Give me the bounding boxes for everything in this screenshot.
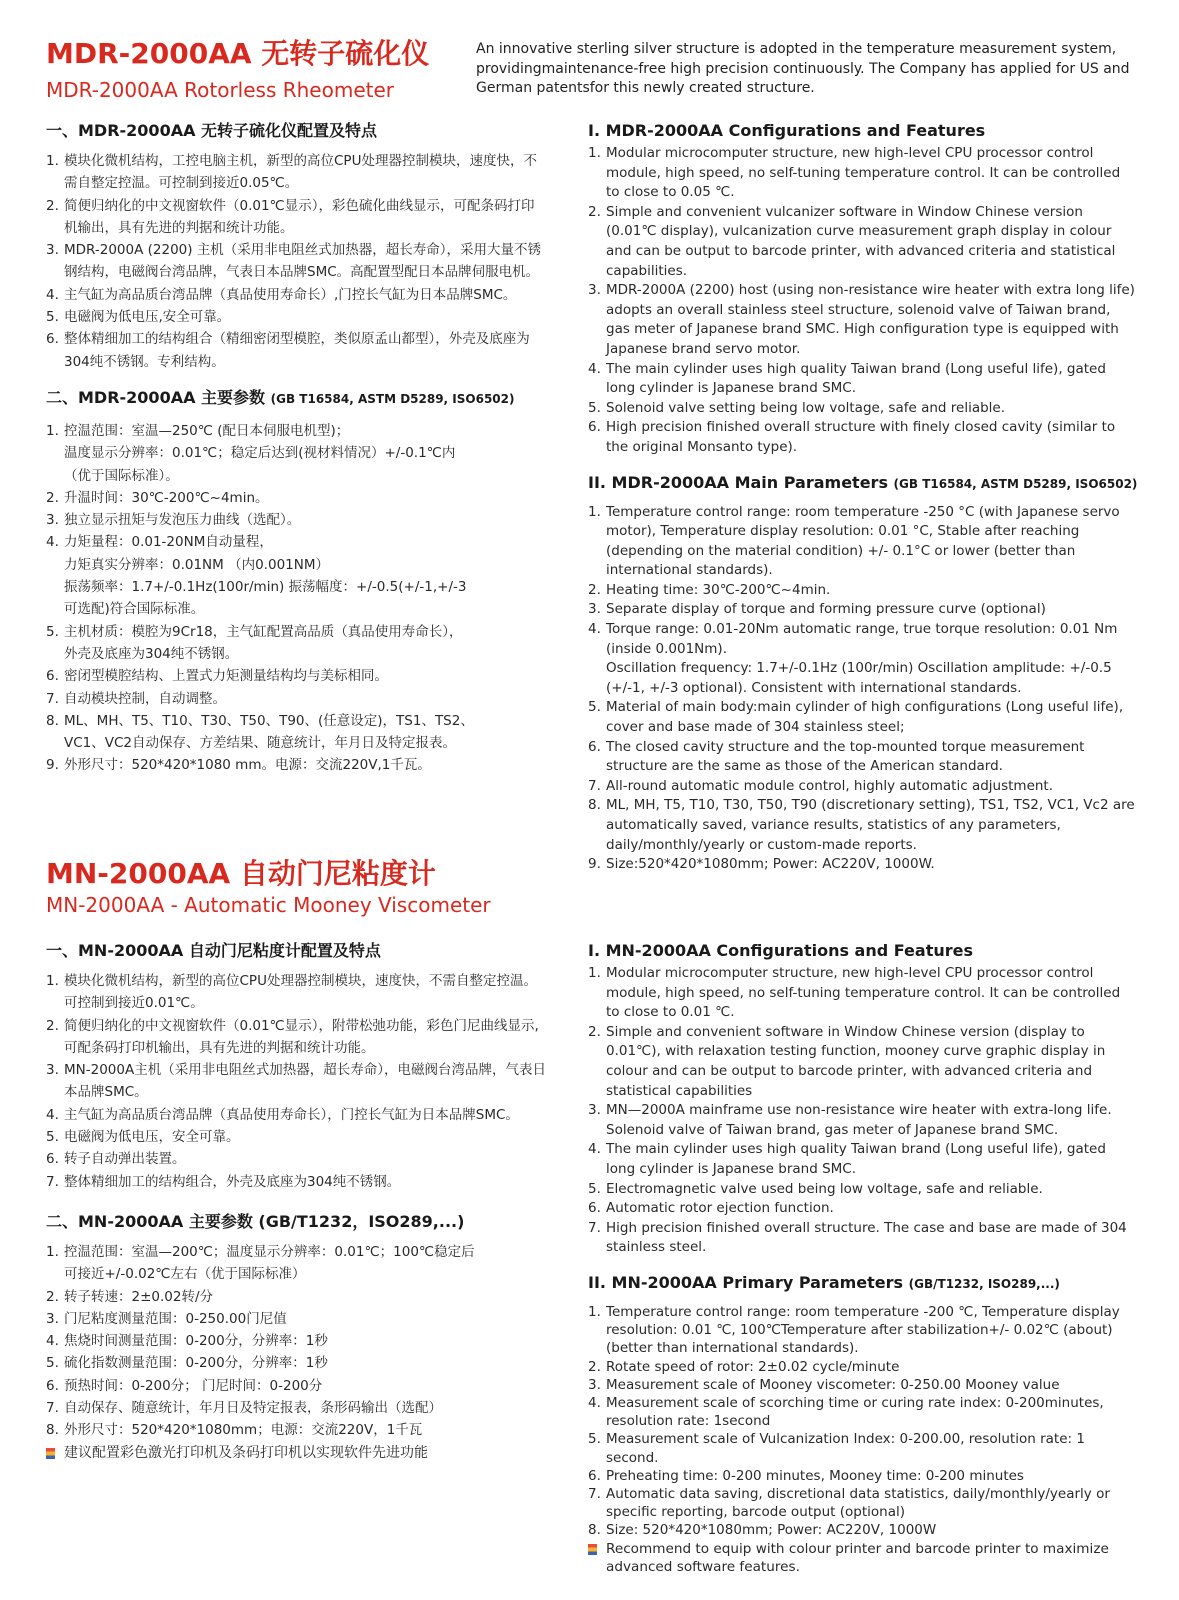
- item-text: High precision finished overall structure. The case and base are made of 304 stainless steel.: [606, 1219, 1127, 1256]
- item-text: Measurement scale of scorching time or curing rate index: 0-200minutes, resolution rate: 1second: [606, 1394, 1104, 1430]
- mdr-cn-param-heading: [46, 387, 546, 410]
- item-number: 2.: [46, 197, 59, 214]
- item-number: 6.: [46, 331, 59, 348]
- color-bar-icon: [588, 1544, 597, 1555]
- item-number: 5.: [588, 399, 601, 416]
- list-item: [588, 1467, 1136, 1485]
- item-number: 6.: [588, 419, 601, 436]
- list-item: [46, 306, 546, 328]
- list-item: [46, 754, 546, 776]
- list-item: [588, 738, 1136, 777]
- item-text: 转子自动弹出装置。: [64, 1151, 186, 1168]
- list-item: [46, 150, 546, 195]
- item-text: Measurement scale of Mooney viscometer: 0-250.00 Mooney value: [606, 1376, 1060, 1393]
- item-text: 整体精细加工的结构组合，外壳及底座为304纯不锈钢。: [64, 1173, 401, 1190]
- mdr-cn-param-std: (GB T16584, ASTM D5289, ISO6502): [270, 391, 515, 406]
- list-item: [46, 1352, 546, 1374]
- item-number: 5.: [46, 623, 59, 640]
- item-text: Modular microcomputer structure, new high-level CPU processor control module, high speed, no self-tuning temperature control. It can be controlled to close to 0.01 ℃.: [606, 965, 1121, 1021]
- list-item: [588, 1485, 1136, 1521]
- mdr-title-cn: MDR-2000AA 无转子硫化仪: [46, 37, 430, 70]
- list-item: [46, 1286, 546, 1308]
- item-number: 6.: [46, 1377, 59, 1394]
- list-item: [588, 281, 1136, 359]
- item-number: 8.: [588, 797, 601, 814]
- item-text: ML, MH, T5, T10, T30, T50, T90 (discretionary setting), TS1, TS2, VC1, Vc2 are automatically saved, variance results, statistics of any parameters, daily/monthly/yearly or custom-made reports.: [606, 797, 1135, 853]
- mdr-en-column: [588, 120, 1136, 875]
- list-item: [588, 698, 1136, 737]
- list-item: [46, 1148, 546, 1170]
- list-item: [588, 1394, 1136, 1430]
- item-text: 简便归纳化的中文视窗软件（0.01℃显示），彩色硫化曲线显示，可配条码打印机输出，具有先进的判据和统计功能。: [64, 197, 535, 236]
- item-number: 4.: [46, 534, 59, 551]
- list-item: [588, 503, 1136, 581]
- mn-cn-param-list: [46, 1241, 546, 1442]
- item-text: 独立显示扭矩与发泡压力曲线（选配）。: [64, 512, 301, 529]
- item-text: 电磁阀为低电压，安全可靠。: [64, 1129, 240, 1146]
- item-number: 1.: [46, 1243, 59, 1260]
- list-item: [588, 1219, 1136, 1258]
- item-number: 5.: [588, 699, 601, 716]
- mdr-cn-config-list: [46, 150, 546, 373]
- item-text: The main cylinder uses high quality Taiwan brand (Long useful life), gated long cylinder is Japanese brand SMC.: [606, 1141, 1106, 1177]
- item-text: 控温范围：室温—200℃；温度显示分辨率：0.01℃；100℃稳定后: [64, 1243, 475, 1260]
- mdr-intro: An innovative sterling silver structure is adopted in the temperature measurement system, providingmaintenance-free high precision continuously. The Company has applied for US and German patentsfor this newly created structure.: [476, 41, 1130, 96]
- item-number: 6.: [588, 1200, 601, 1217]
- item-text: 升温时间：30℃-200℃~4min。: [64, 489, 269, 506]
- item-text: Rotate speed of rotor: 2±0.02 cycle/minute: [606, 1358, 900, 1375]
- mdr-en-param-heading: [588, 472, 1136, 495]
- mn-cn-config-heading: 一、MN-2000AA 自动门尼粘度计配置及特点: [46, 941, 381, 960]
- item-text: 密闭型模腔结构、上置式力矩测量结构均与美标相同。: [64, 668, 388, 685]
- list-item: [46, 1330, 546, 1352]
- list-item: [46, 1419, 546, 1441]
- item-text: Size:520*420*1080mm; Power: AC220V, 1000W.: [606, 856, 935, 873]
- list-item: [588, 581, 1136, 601]
- item-number: 5.: [588, 1180, 601, 1197]
- item-number: 7.: [46, 690, 59, 707]
- mdr-cn-config-heading: 一、MDR-2000AA 无转子硫化仪配置及特点: [46, 121, 378, 140]
- list-item: [588, 1140, 1136, 1179]
- item-text: 模块化微机结构，工控电脑主机，新型的高位CPU处理器控制模块，速度快，不需自整定控温。可控制到接近0.05℃。: [64, 153, 537, 192]
- item-text: 外壳及底座为304纯不锈钢。: [64, 645, 239, 662]
- item-text: 简便归纳化的中文视窗软件（0.01℃显示），附带松弛功能，彩色门尼曲线显示, 可配条码打印机输出，具有先进的判据和统计功能。: [64, 1017, 539, 1056]
- item-number: 4.: [46, 1106, 59, 1123]
- item-number: 1.: [588, 503, 601, 520]
- item-number: 1.: [588, 1303, 601, 1320]
- list-item: [46, 1241, 546, 1286]
- item-text: VC1、VC2自动保存、方差结果、随意统计，年月日及特定报表。: [64, 735, 457, 752]
- list-item: [46, 531, 546, 620]
- item-number: 5.: [588, 1431, 601, 1448]
- mn-en-config-list: [588, 964, 1136, 1258]
- item-number: 9.: [46, 757, 59, 774]
- item-number: 7.: [588, 1485, 601, 1502]
- list-item: [46, 710, 546, 755]
- item-text: 硫化指数测量范围：0-200分，分辨率：1秒: [64, 1355, 328, 1372]
- item-text: Modular microcomputer structure, new high-level CPU processor control module, high speed, no self-tuning temperature control. It can be controlled to close to 0.05 ℃.: [606, 145, 1121, 201]
- item-number: 5.: [46, 309, 59, 326]
- item-text: 温度显示分辨率：0.01℃；稳定后达到(视材料情况）+/-0.1℃内: [64, 445, 456, 462]
- list-item: [588, 1430, 1136, 1466]
- item-number: 8.: [588, 1522, 601, 1539]
- item-text: MN-2000A主机（采用非电阻丝式加热器，超长寿命），电磁阀台湾品牌，气表日本品牌SMC。: [64, 1062, 546, 1101]
- list-item: [588, 796, 1136, 855]
- list-item: [588, 203, 1136, 281]
- list-item: [588, 620, 1136, 698]
- list-item: [588, 1199, 1136, 1219]
- mdr-en-param-list: [588, 503, 1136, 875]
- item-text: Solenoid valve setting being low voltage, safe and reliable.: [606, 399, 1006, 416]
- item-number: 3.: [588, 1376, 601, 1393]
- item-text: 力矩量程：0.01-20NM自动量程，: [64, 534, 273, 551]
- item-number: 7.: [588, 1219, 601, 1236]
- item-number: 5.: [46, 1355, 59, 1372]
- item-number: 3.: [46, 1310, 59, 1327]
- item-text: Heating time: 30℃-200℃~4min.: [606, 581, 831, 598]
- list-item: [46, 1059, 546, 1104]
- item-text: The main cylinder uses high quality Taiwan brand (Long useful life), gated long cylinder is Japanese brand SMC.: [606, 360, 1106, 397]
- mdr-cn-param-list: [46, 420, 546, 777]
- item-text: High precision finished overall structure with finely closed cavity (similar to the original Monsanto type).: [606, 419, 1116, 455]
- item-number: 7.: [46, 1400, 59, 1417]
- item-number: 1.: [588, 145, 601, 161]
- item-text: 预热时间：0-200分； 门尼时间：0-200分: [64, 1377, 323, 1394]
- list-item: [46, 621, 546, 666]
- mn-cn-config-list: [46, 970, 546, 1193]
- list-item: [588, 1376, 1136, 1394]
- item-text: 力矩真实分辨率：0.01NM （内0.001NM）: [64, 556, 329, 573]
- item-number: 3.: [588, 1102, 601, 1119]
- item-text: 主机材质：模腔为9Cr18，主气缸配置高品质（真品使用寿命长），: [64, 623, 463, 640]
- item-text: Measurement scale of Vulcanization Index: 0-200.00, resolution rate: 1 second.: [606, 1431, 1085, 1466]
- mdr-en-config-heading: I. MDR-2000AA Configurations and Features: [588, 121, 986, 140]
- list-item: [588, 1521, 1136, 1539]
- item-text: 电磁阀为低电压,安全可靠。: [64, 309, 231, 326]
- list-item: [46, 239, 546, 284]
- mn-cn-note: [46, 1444, 546, 1463]
- item-number: 6.: [588, 738, 601, 755]
- item-text: 外形尺寸：520*420*1080mm；电源：交流220V，1千瓦: [64, 1422, 423, 1439]
- list-item: [588, 1101, 1136, 1140]
- item-number: 2.: [46, 1288, 59, 1305]
- item-text: Size: 520*420*1080mm; Power: AC220V, 1000W: [606, 1522, 937, 1539]
- item-number: 4.: [46, 1333, 59, 1350]
- item-text: Simple and convenient software in Window Chinese version (display to 0.01℃), with relaxation testing function, mooney curve graphic display in colour and can be output to barcode printer, with advanced criteria and statistical capabilities: [606, 1023, 1106, 1099]
- item-text: Simple and convenient vulcanizer software in Window Chinese version (0.01℃ display), vulcanization curve measurement graph display in colour and can be output to barcode printer, with advanced criteria and statistical capabilities.: [606, 203, 1116, 279]
- mdr-cn-column: [46, 120, 546, 777]
- item-text: MN—2000A mainframe use non-resistance wire heater with extra-long life. Solenoid valve of Taiwan brand, gas meter of Japanese brand SMC.: [606, 1102, 1112, 1138]
- list-item: [46, 284, 546, 306]
- mn-cn-note-text: 建议配置彩色激光打印机及条码打印机以实现软件先进功能: [64, 1444, 428, 1461]
- mn-en-config-heading: I. MN-2000AA Configurations and Features: [588, 941, 973, 960]
- item-number: 7.: [46, 1173, 59, 1190]
- item-text: 主气缸为高品质台湾品牌（真品使用寿命长）,门控长气缸为日本品牌SMC。: [64, 286, 517, 303]
- list-item: [46, 487, 546, 509]
- item-text: Preheating time: 0-200 minutes, Mooney time: 0-200 minutes: [606, 1467, 1024, 1484]
- item-text: 焦烧时间测量范围：0-200分，分辨率：1秒: [64, 1333, 328, 1350]
- list-item: [46, 665, 546, 687]
- item-text: Electromagnetic valve used being low voltage, safe and reliable.: [606, 1180, 1043, 1197]
- color-bar-icon: [46, 1448, 55, 1459]
- list-item: [588, 399, 1136, 419]
- item-number: 4.: [588, 1394, 601, 1411]
- list-item: [46, 1397, 546, 1419]
- item-number: 8.: [46, 1422, 59, 1439]
- list-item: [46, 195, 546, 240]
- item-number: 4.: [46, 286, 59, 303]
- mdr-cn-param-title: 二、MDR-2000AA 主要参数: [46, 387, 266, 407]
- mdr-en-config-list: [588, 144, 1136, 458]
- item-number: 2.: [588, 203, 601, 220]
- mdr-en-param-std: (GB T16584, ASTM D5289, ISO6502): [893, 476, 1138, 491]
- mdr-title-en: MDR-2000AA Rotorless Rheometer: [46, 78, 394, 102]
- item-number: 6.: [46, 1151, 59, 1168]
- item-number: 8.: [46, 712, 59, 729]
- list-item: [588, 777, 1136, 797]
- item-number: 3.: [46, 512, 59, 529]
- item-number: 3.: [588, 282, 601, 299]
- list-item: [588, 1023, 1136, 1101]
- item-text: Oscillation frequency: 1.7+/-0.1Hz (100r/min) Oscillation amplitude: +/-0.5 (+/-1, +/-3 optional). Consistent with international standards.: [606, 660, 1112, 696]
- list-item: [588, 418, 1136, 457]
- item-text: MDR-2000A (2200) 主机（采用非电阻丝式加热器，超长寿命），采用大量不锈钢结构，电磁阀台湾品牌，气表日本品牌SMC。高配置型配日本品牌伺服电机。: [64, 242, 542, 281]
- list-item: [46, 1126, 546, 1148]
- item-number: 6.: [588, 1467, 601, 1484]
- mn-en-note-text: Recommend to equip with colour printer and barcode printer to maximize advanced software features.: [606, 1540, 1109, 1576]
- item-number: 2.: [588, 1023, 601, 1040]
- mn-en-note: [588, 1540, 1136, 1577]
- item-text: ML、MH、T5、T10、T30、T50、T90、(任意设定)，TS1、TS2、: [64, 712, 474, 729]
- item-text: All-round automatic module control, highly automatic adjustment.: [606, 777, 1054, 794]
- item-text: 自动模块控制，自动调整。: [64, 690, 226, 707]
- item-number: 2.: [46, 1017, 59, 1034]
- list-item: [588, 1180, 1136, 1200]
- item-text: 振荡频率：1.7+/-0.1Hz(100r/min) 振荡幅度：+/-0.5(+/-1,+/-3: [64, 579, 467, 596]
- list-item: [46, 1104, 546, 1126]
- item-number: 1.: [46, 153, 59, 169]
- mn-en-column: [588, 940, 1136, 1577]
- item-number: 1.: [588, 965, 601, 981]
- mn-cn-column: [46, 940, 546, 1462]
- item-number: 4.: [588, 621, 601, 638]
- list-item: [46, 1308, 546, 1330]
- item-number: 2.: [46, 489, 59, 506]
- item-text: 自动保存、随意统计，年月日及特定报表，条形码输出（选配）: [64, 1400, 442, 1417]
- item-text: （优于国际标准）。: [64, 467, 179, 484]
- list-item: [588, 144, 1136, 203]
- item-text: Automatic rotor ejection function.: [606, 1200, 834, 1217]
- mn-en-param-title: II. MN-2000AA Primary Parameters: [588, 1272, 904, 1292]
- item-number: 5.: [46, 1129, 59, 1146]
- item-number: 4.: [588, 1141, 601, 1158]
- item-number: 6.: [46, 668, 59, 685]
- item-text: MDR-2000A (2200) host (using non-resistance wire heater with extra long life) adopts an overall stainless steel structure, solenoid valve of Taiwan brand, gas meter of Japanese brand SMC. High configuration type is equipped with Japanese brand servo motor.: [606, 282, 1135, 357]
- item-number: 9.: [588, 856, 601, 873]
- item-text: Temperature control range: room temperature -250 °C (with Japanese servo motor), Temperature display resolution: 0.01 °C, Stable after reaching (depending on the material condition) +/- 0.1°C or lower (better than international standards).: [606, 503, 1120, 579]
- mn-title-cn: MN-2000AA 自动门尼粘度计: [46, 857, 436, 890]
- list-item: [46, 688, 546, 710]
- list-item: [588, 360, 1136, 399]
- item-number: 1.: [46, 973, 59, 989]
- item-number: 3.: [46, 242, 59, 259]
- item-text: Separate display of torque and forming pressure curve (optional): [606, 601, 1046, 618]
- item-text: 主气缸为高品质台湾品牌（真品使用寿命长），门控长气缸为日本品牌SMC。: [64, 1106, 519, 1123]
- item-text: 整体精细加工的结构组合（精细密闭型模腔，类似原孟山都型），外壳及底座为304纯不锈钢。专利结构。: [64, 331, 530, 370]
- item-text: 控温范围：室温—250℃ (配日本伺服电机型)；: [64, 422, 350, 439]
- item-number: 1.: [46, 422, 59, 439]
- item-text: 外形尺寸：520*420*1080 mm。电源：交流220V,1千瓦。: [64, 757, 431, 774]
- mn-en-param-std: (GB/T1232, ISO289,...): [908, 1276, 1060, 1291]
- list-item: [588, 600, 1136, 620]
- mn-en-param-list: [588, 1303, 1136, 1540]
- mn-title-en: MN-2000AA - Automatic Mooney Viscometer: [46, 893, 491, 917]
- item-text: Material of main body:main cylinder of high configurations (Long useful life), cover and base made of 304 stainless steel;: [606, 699, 1124, 736]
- item-text: 转子转速：2±0.02转/分: [64, 1288, 214, 1305]
- mn-cn-param-heading: 二、MN-2000AA 主要参数 (GB/T1232，ISO289,...): [46, 1211, 465, 1231]
- list-item: [46, 1375, 546, 1397]
- item-number: 4.: [588, 360, 601, 377]
- list-item: [588, 1303, 1136, 1358]
- list-item: [588, 964, 1136, 1023]
- list-item: [588, 855, 1136, 875]
- item-text: 可接近+/-0.02℃左右（优于国际标准）: [64, 1266, 306, 1283]
- list-item: [46, 509, 546, 531]
- item-number: 2.: [588, 1358, 601, 1375]
- item-text: 门尼粘度测量范围：0-250.00门尼值: [64, 1310, 287, 1327]
- item-number: 2.: [588, 581, 601, 598]
- item-number: 3.: [46, 1062, 59, 1079]
- list-item: [46, 328, 546, 373]
- item-number: 7.: [588, 777, 601, 794]
- list-item: [46, 1171, 546, 1193]
- list-item: [46, 420, 546, 487]
- mdr-en-param-title: II. MDR-2000AA Main Parameters: [588, 472, 888, 492]
- list-item: [46, 1015, 546, 1060]
- mn-en-param-heading: [588, 1272, 1136, 1295]
- item-text: The closed cavity structure and the top-mounted torque measurement structure are the same as those of the American standard.: [606, 738, 1085, 775]
- item-text: Temperature control range: room temperature -200 ℃, Temperature display resolution: 0.01 ℃, 100℃Temperature after stabilization+/- 0.02℃ (about) (better than international standards).: [606, 1303, 1120, 1357]
- item-text: 模块化微机结构，新型的高位CPU处理器控制模块，速度快，不需自整定控温。可控制到接近0.01℃。: [64, 973, 537, 1012]
- item-text: Torque range: 0.01-20Nm automatic range, true torque resolution: 0.01 Nm (inside 0.001Nm).: [606, 621, 1118, 657]
- item-text: Automatic data saving, discretional data statistics, daily/monthly/yearly or specific reporting, barcode output (optional): [606, 1485, 1110, 1521]
- list-item: [588, 1358, 1136, 1376]
- list-item: [46, 970, 546, 1015]
- item-number: 3.: [588, 601, 601, 618]
- item-text: 可选配)符合国际标准。: [64, 601, 205, 618]
